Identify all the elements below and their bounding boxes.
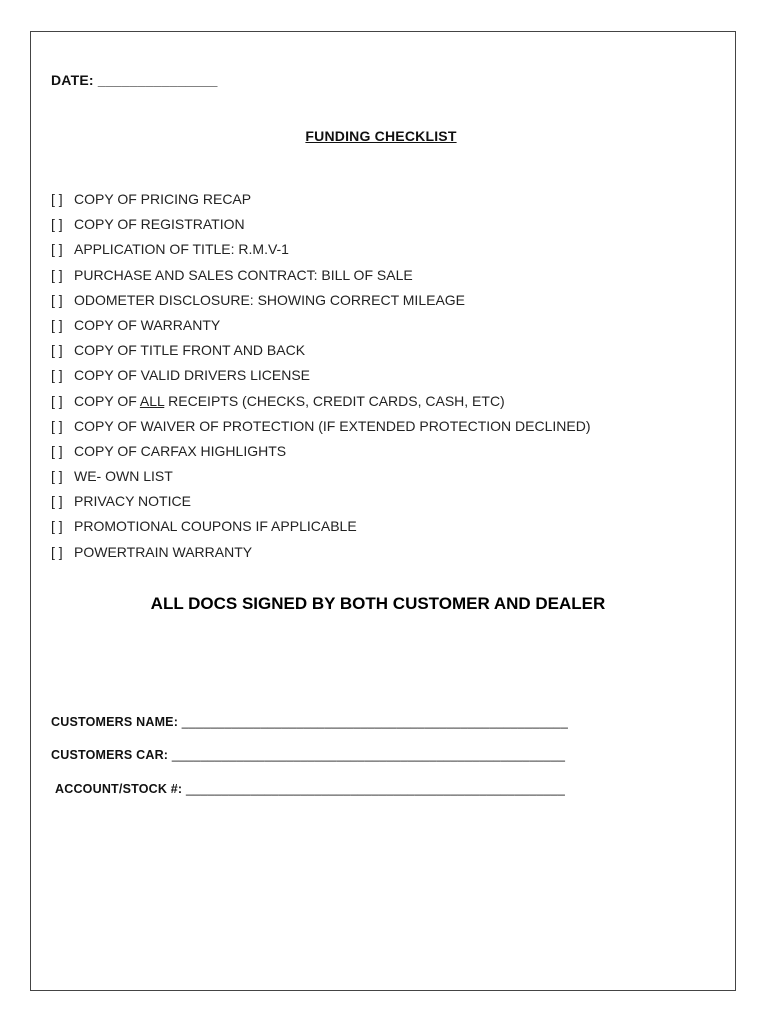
checklist-item (51, 341, 590, 366)
checkbox: [ ] (51, 266, 63, 283)
checkbox: [ ] (51, 543, 63, 560)
customer-car-field (51, 748, 565, 762)
checklist-item-text-post: RECEIPTS (CHECKS, CREDIT CARDS, CASH, ETC) (164, 392, 505, 409)
checklist-item (51, 417, 590, 442)
checklist-item-text: PROMOTIONAL COUPONS IF APPLICABLE (74, 518, 357, 535)
checkbox: [ ] (51, 291, 63, 308)
checkbox: [ ] (51, 342, 63, 359)
checklist-item (51, 190, 590, 215)
checklist-item-text: COPY OF TITLE FRONT AND BACK (74, 342, 306, 359)
page-title: FUNDING CHECKLIST (305, 128, 457, 144)
checklist-item-text: COPY OF REGISTRATION (74, 216, 245, 233)
checklist-item-text: COPY OF CARFAX HIGHLIGHTS (74, 442, 287, 459)
customer-name-label: CUSTOMERS NAME: (51, 715, 179, 729)
checklist-item (51, 215, 590, 240)
funding-checklist (51, 190, 590, 568)
checkbox: [ ] (51, 468, 63, 485)
checklist-item-text: COPY OF WARRANTY (74, 316, 221, 333)
customer-car-blank: _______________________________________________________ (171, 748, 566, 762)
checklist-item-text: ODOMETER DISCLOSURE: SHOWING CORRECT MILEAGE (74, 291, 466, 308)
checklist-item-text: PRIVACY NOTICE (74, 493, 191, 510)
date-label: DATE: (51, 72, 94, 88)
checklist-item-text: APPLICATION OF TITLE: R.M.V-1 (74, 241, 289, 258)
checklist-item-text: COPY OF WAIVER OF PROTECTION (IF EXTENDED PROTECTION DECLINED) (74, 417, 591, 434)
checkbox: [ ] (51, 518, 63, 535)
checklist-item-text: COPY OF VALID DRIVERS LICENSE (74, 367, 310, 384)
date-blank: _______________ (97, 72, 218, 88)
account-stock-field (55, 782, 565, 796)
checklist-item (51, 517, 590, 542)
date-field (51, 72, 218, 88)
checkbox: [ ] (51, 442, 63, 459)
customer-car-label: CUSTOMERS CAR: (51, 748, 169, 762)
checklist-item-text: POWERTRAIN WARRANTY (74, 543, 253, 560)
checklist-item-text: PURCHASE AND SALES CONTRACT: BILL OF SALE (74, 266, 413, 283)
checklist-item (51, 316, 590, 341)
checklist-item (51, 291, 590, 316)
customer-name-blank: ______________________________________________________ (181, 715, 568, 729)
checkbox: [ ] (51, 191, 63, 207)
checklist-item-text-pre: COPY OF (74, 392, 140, 409)
checkbox: [ ] (51, 367, 63, 384)
checklist-item (51, 442, 590, 467)
account-stock-label: ACCOUNT/STOCK #: (55, 782, 183, 796)
checkbox: [ ] (51, 316, 63, 333)
checklist-item (51, 240, 590, 265)
checklist-item-text: WE- OWN LIST (74, 468, 173, 485)
checklist-item (51, 543, 590, 568)
signature-notice: ALL DOCS SIGNED BY BOTH CUSTOMER AND DEALER (150, 594, 606, 613)
checklist-item (51, 266, 590, 291)
checklist-item (51, 467, 590, 492)
checkbox: [ ] (51, 417, 63, 434)
checkbox: [ ] (51, 216, 63, 233)
customer-name-field (51, 715, 568, 729)
checklist-item-text: COPY OF PRICING RECAP (74, 191, 252, 207)
checkbox: [ ] (51, 241, 63, 258)
checklist-item (51, 492, 590, 517)
checkbox: [ ] (51, 493, 63, 510)
account-stock-blank: _____________________________________________________ (185, 782, 566, 796)
checklist-item (51, 366, 590, 391)
checklist-item (51, 392, 590, 417)
checkbox: [ ] (51, 392, 63, 409)
checklist-item-text-emphasis: ALL (139, 392, 165, 409)
